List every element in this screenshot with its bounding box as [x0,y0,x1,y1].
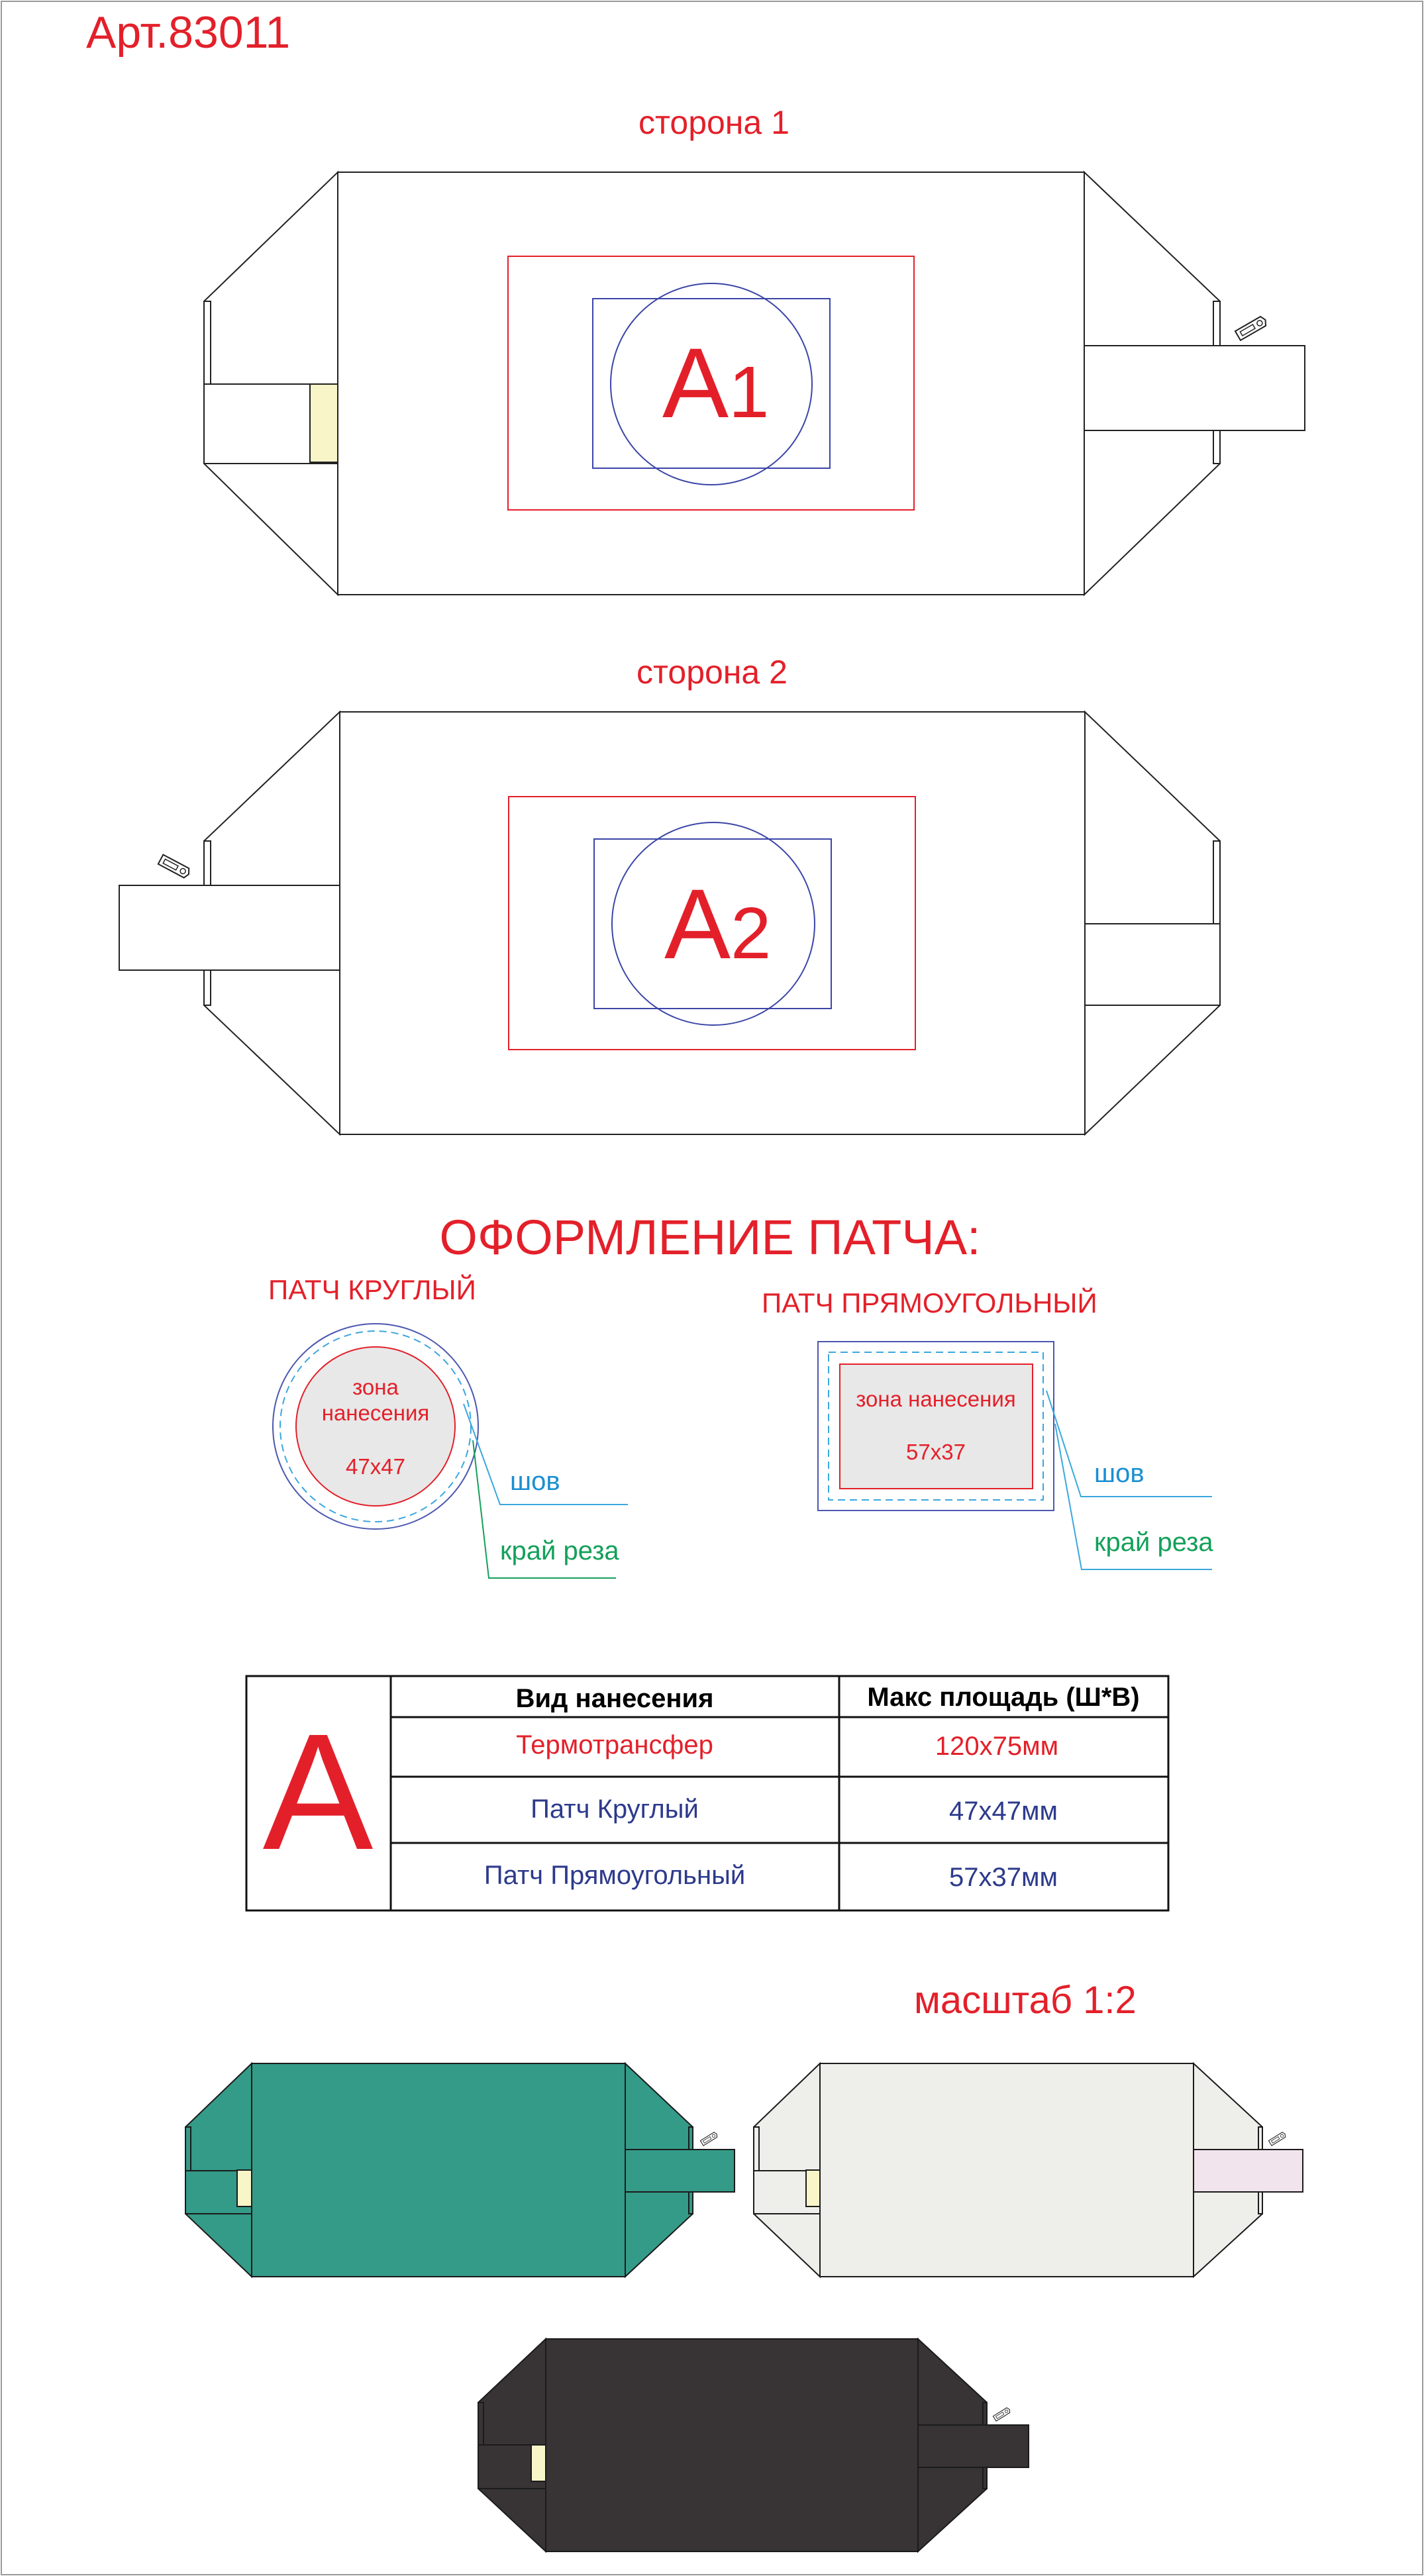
bag-side-1-zipper-slider [1235,315,1268,340]
bag-side-1-left-band [204,301,211,384]
bag-side-2-right-band [1213,841,1220,924]
bag-side-2-zipper-slider [158,855,191,879]
round-patch-size: 47х47 [346,1454,405,1479]
article-number: Арт.83011 [86,7,291,58]
patch-heading: ОФОРМЛЕНИЕ ПАТЧА: [439,1210,981,1265]
bag-variant-white-pull [1194,2150,1303,2192]
table-letter: А [262,1699,374,1884]
rect-patch-cut-label: край реза [1094,1528,1213,1557]
side1-title: сторона 1 [638,104,789,141]
rect-patch-print-area [840,1364,1033,1489]
bag-side-2-right-pocket [1085,924,1220,1005]
table-row-3-size: 57х37мм [949,1863,1058,1892]
table-row-1-size: 120х75мм [935,1732,1059,1761]
round-patch-seam-label: шов [510,1467,560,1496]
rect-patch-zone: зона нанесения [856,1387,1016,1411]
table-row-1-method: Термотрансфер [516,1730,713,1759]
table-row-2-size: 47х47мм [949,1797,1058,1826]
side1-zone-index: 1 [729,352,770,433]
table-row-3-method: Патч Прямоугольный [483,1861,746,1890]
side2-title: сторона 2 [636,654,788,691]
scale-label: масштаб 1:2 [914,1979,1137,2022]
side1-zone-letter: А [662,327,729,438]
round-patch-cut-label: край реза [500,1536,619,1565]
round-patch-title: ПАТЧ КРУГЛЫЙ [268,1274,476,1305]
bag-side-2-zipper-pull [119,885,340,970]
side2-zone-index: 2 [731,893,772,974]
rect-patch-size: 57х37 [906,1440,966,1464]
rect-patch-title: ПАТЧ ПРЯМОУГОЛЬНЫЙ [762,1287,1097,1318]
bag-side-1-tab [310,384,338,462]
bag-variant-black-tab [531,2445,546,2481]
round-patch-zone-line1: зона [352,1375,399,1399]
bag-variant-white-tab [806,2170,820,2206]
rect-patch-seam-label: шов [1094,1459,1144,1488]
bag-side-1-zipper-pull [1084,346,1305,430]
round-patch-zone-line2: нанесения [321,1401,430,1425]
side2-zone-letter: А [664,868,731,979]
bag-variant-black [478,2339,1029,2551]
table-row-2-method: Патч Круглый [531,1795,699,1824]
table-header-method: Вид нанесения [515,1684,714,1713]
bag-variant-white [754,2063,1303,2277]
bag-variant-green-tab [237,2170,252,2206]
round-patch-print-area [296,1347,455,1506]
bag-variant-green [185,2063,735,2277]
table-header-size: Макс площадь (Ш*В) [867,1683,1140,1712]
